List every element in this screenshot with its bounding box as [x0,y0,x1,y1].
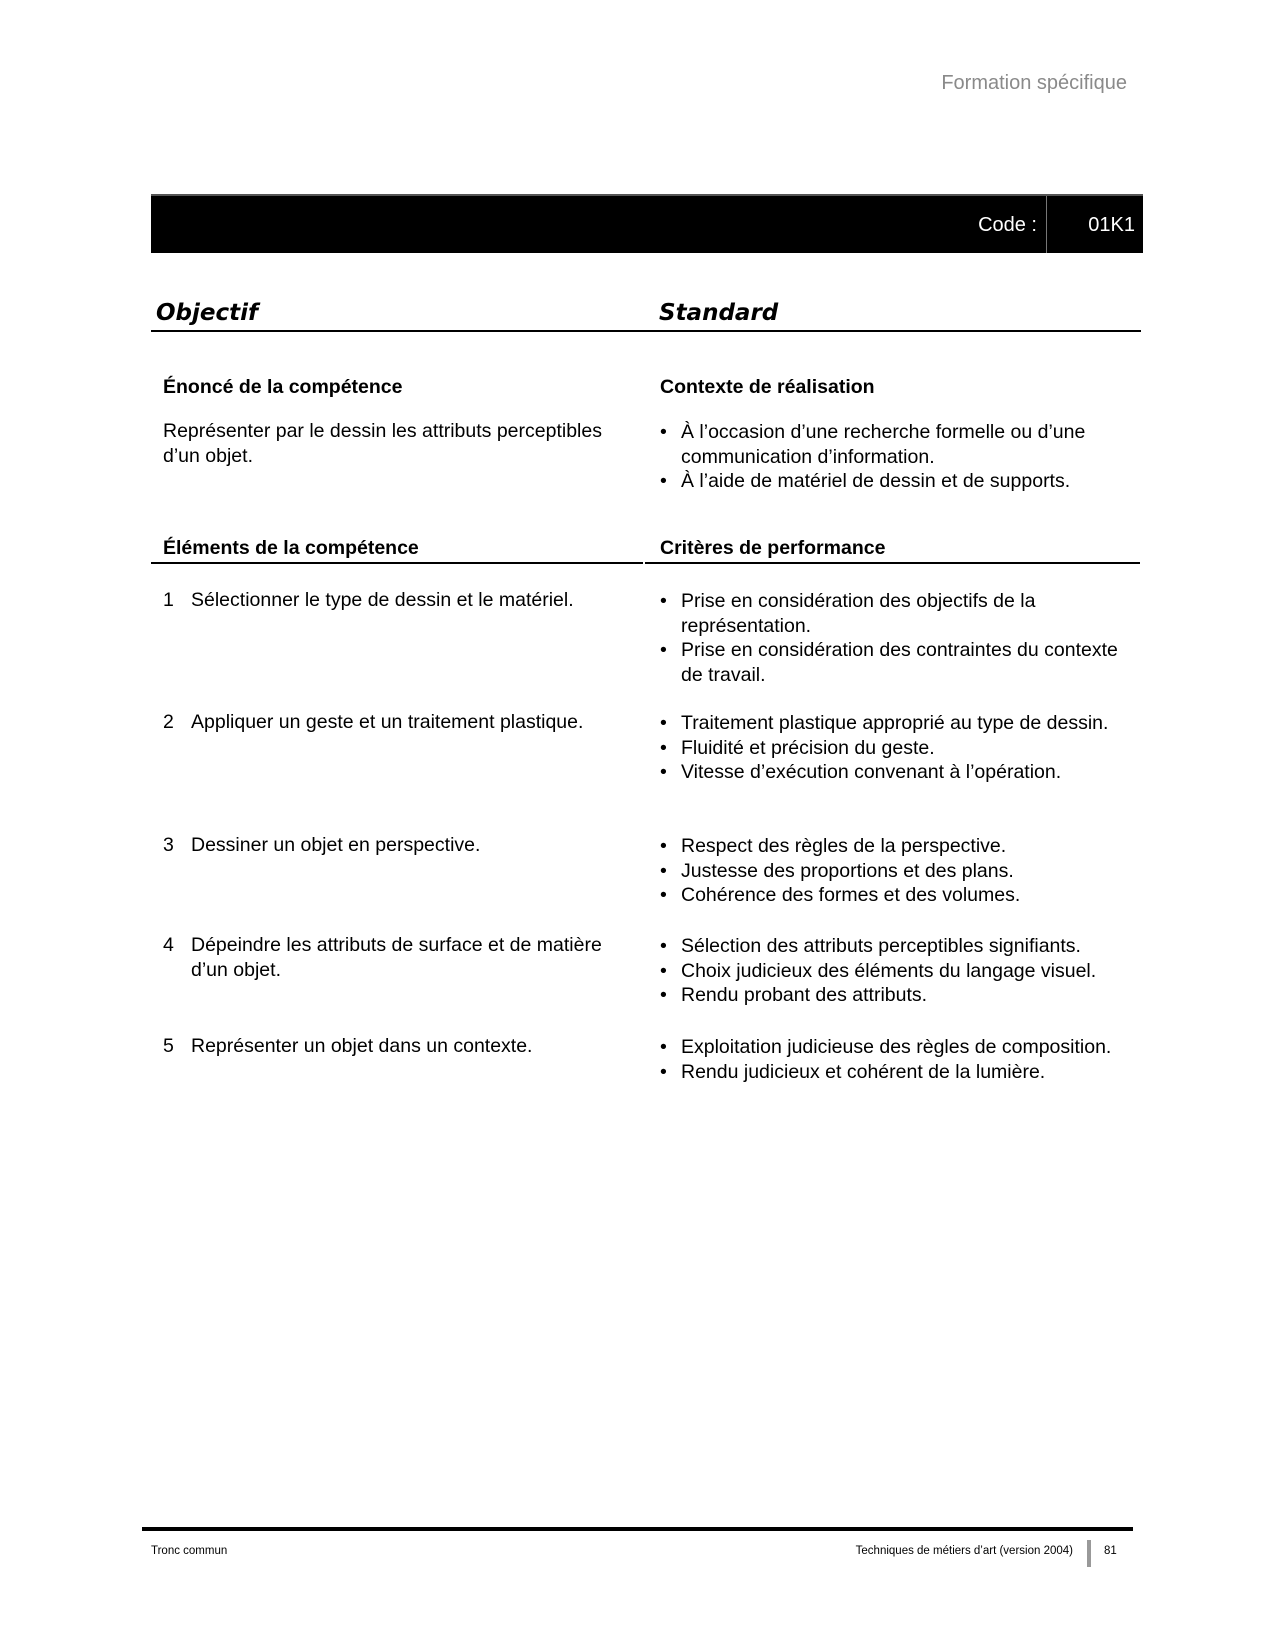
enonce-text: Représenter par le dessin les attributs perceptibles d’un objet. [163,420,602,467]
criteria-list [660,711,1130,785]
criterion: • Fluidité et précision du geste. [660,736,1130,761]
element-number: 3 [163,834,174,856]
code-bar [151,194,1143,253]
contexte-bullet: • À l’occasion d’une recherche formelle ou d’une communication d’information. [660,420,1120,469]
criteres-rule [645,562,1140,564]
element-text: Représenter un objet dans un contexte. [191,1035,533,1057]
section-standard: Standard [659,300,779,326]
criterion: • Traitement plastique approprié au type de dessin. [660,711,1130,736]
criterion: • Vitesse d’exécution convenant à l’opération. [660,760,1130,785]
code-value: 01K1 [1088,214,1135,236]
enonce-heading: Énoncé de la compétence [163,376,403,398]
element-text: Dépeindre les attributs de surface et de matière d’un objet. [191,934,602,981]
criterion: • Rendu probant des attributs. [660,983,1130,1008]
running-header: Formation spécifique [941,72,1127,94]
criterion: • Rendu judicieux et cohérent de la lumière. [660,1060,1130,1085]
criteria-list [660,589,1130,687]
contexte-bullet: • À l’aide de matériel de dessin et de supports. [660,469,1120,494]
section-rule [151,330,1141,332]
element-text: Sélectionner le type de dessin et le matériel. [191,589,574,611]
contexte-list [660,420,1120,494]
criterion: • Exploitation judicieuse des règles de composition. [660,1035,1130,1060]
criterion: • Cohérence des formes et des volumes. [660,883,1130,908]
criterion: • Respect des règles de la perspective. [660,834,1130,859]
criterion: • Prise en considération des objectifs de la représentation. [660,589,1130,638]
criteria-list [660,1035,1130,1084]
element-number: 1 [163,589,174,611]
page-number: 81 [1104,1545,1117,1557]
criterion: • Choix judicieux des éléments du langage visuel. [660,959,1130,984]
element-number: 5 [163,1035,174,1057]
criteres-heading: Critères de performance [660,537,886,559]
element-number: 4 [163,934,174,956]
criteria-list [660,934,1130,1008]
elements-heading: Éléments de la compétence [163,537,419,559]
footer-separator [1087,1540,1091,1567]
footer-left: Tronc commun [151,1545,228,1557]
element-text: Appliquer un geste et un traitement plastique. [191,711,584,733]
footer-rule [142,1527,1133,1531]
section-objectif: Objectif [156,300,259,326]
code-divider [1046,196,1047,253]
elements-rule [151,562,643,564]
element-text: Dessiner un objet en perspective. [191,834,481,856]
criterion: • Justesse des proportions et des plans. [660,859,1130,884]
criterion: • Sélection des attributs perceptibles signifiants. [660,934,1130,959]
criterion: • Prise en considération des contraintes du contexte de travail. [660,638,1130,687]
footer-title: Techniques de métiers d’art (version 2004) [855,1545,1073,1557]
criteria-list [660,834,1130,908]
code-label: Code : [978,214,1037,236]
element-number: 2 [163,711,174,733]
contexte-heading: Contexte de réalisation [660,376,875,398]
